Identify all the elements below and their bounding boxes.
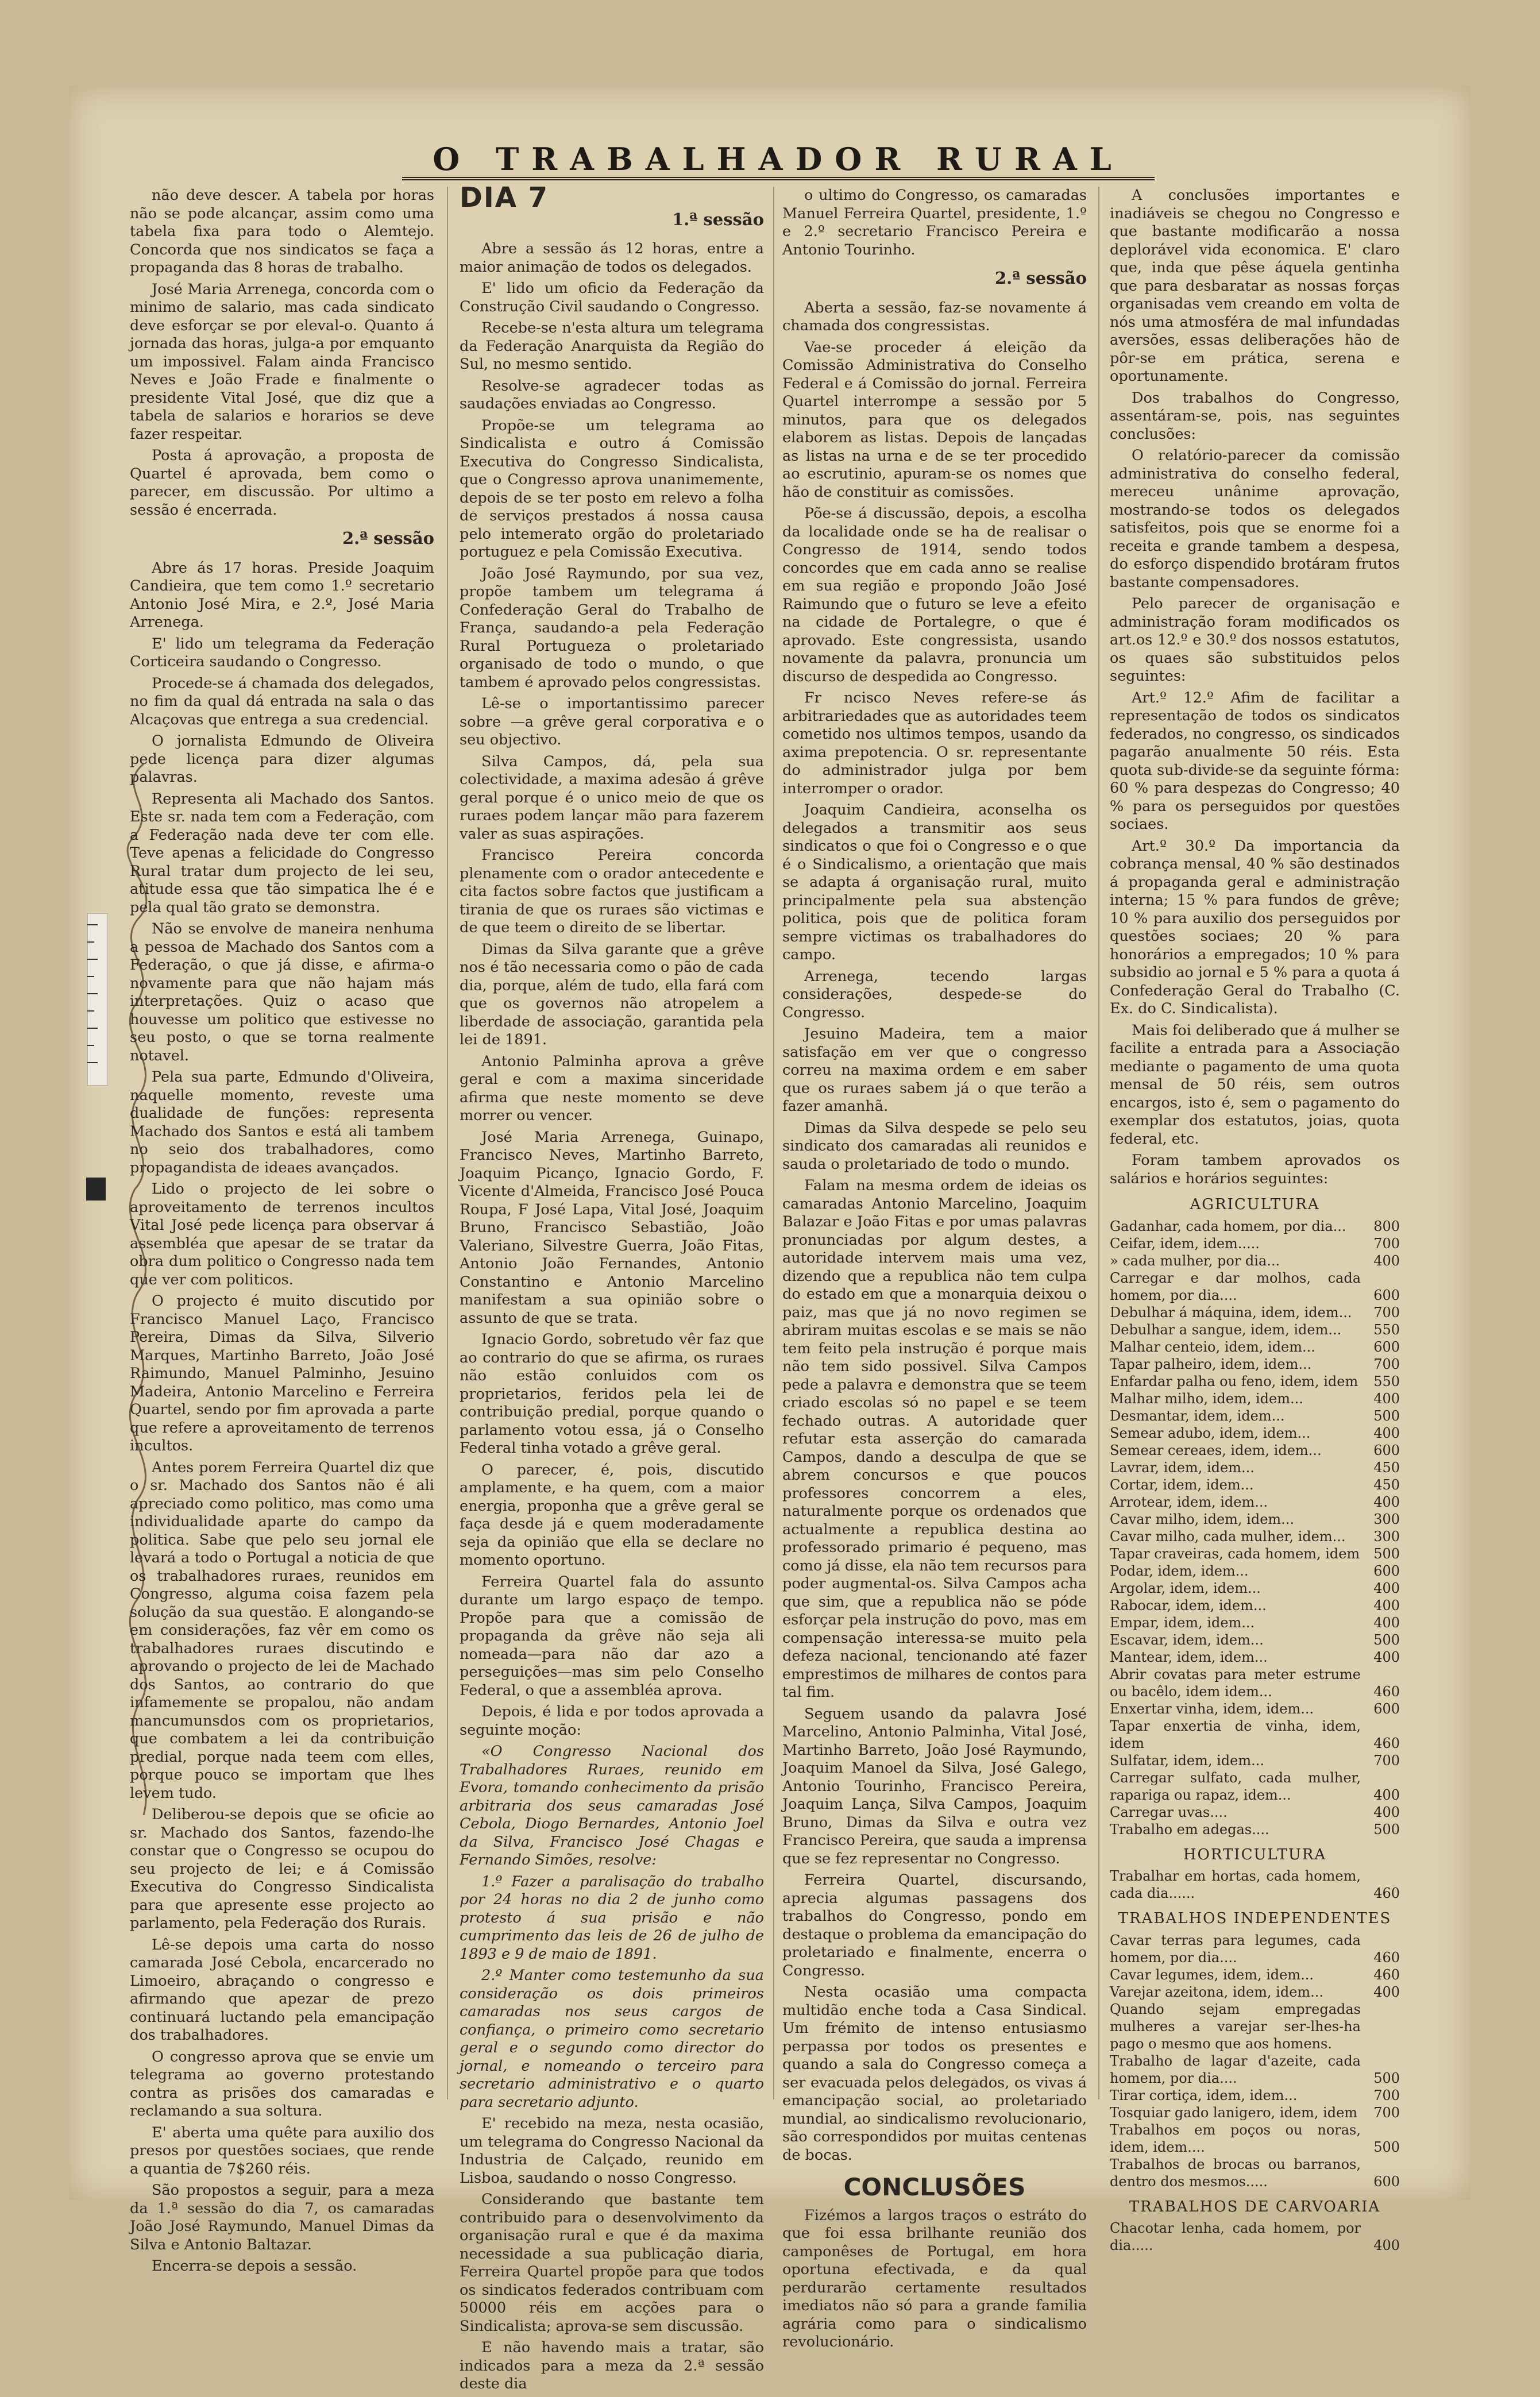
wage-row (1110, 2087, 1400, 2104)
article-paragraph: Abre a sessão ás 12 horas, entre a maior animação de todos os delegados. (460, 240, 764, 276)
wage-row (1110, 1649, 1400, 1666)
wage-label: Arrotear, idem, idem... (1110, 1493, 1268, 1510)
article-paragraph: Aberta a sessão, faz-se novamente á chamada dos congressistas. (782, 299, 1087, 334)
wage-label: Cavar milho, idem, idem... (1110, 1511, 1295, 1527)
article-paragraph: O projecto é muito discutido por Francisco Manuel Laço, Francisco Pereira, Dimas da Silva, Silverio Marques, Martinho Barreto, João José Raimundo, Manuel Palminho, Jesuino Madeira, Antonio Marcelino e Ferreira Quartel, sendo por fim aprovada a parte que refere a aproveitamento de terrenos incultos. (130, 1292, 434, 1454)
article-paragraph: Não se envolve de maneira nenhuma a pessoa de Machado dos Santos com a Federação, o que já disse, e afirma-o novamente para que não hajam más interpretações. Quiz o acaso que houvesse um politico que estivesse no seu posto, o que se torna realmente notavel. (130, 920, 434, 1064)
motion-paragraph: 2.º Manter como testemunho da sua consideração os dois primeiros camaradas nos seus cargos de confiança, o primeiro como secretario geral e o segundo como director do jornal, e nomeando o terceiro para secretario administrativo e o quarto para secretario adjunto. (460, 1967, 764, 2111)
wage-label: Tapar enxertia de vinha, idem, idem (1110, 1717, 1361, 1751)
wage-label: Trabalhos de brocas ou barranos, dentro dos mesmos..... (1110, 2156, 1361, 2190)
wage-row (1110, 1804, 1400, 1821)
wage-row (1110, 2001, 1400, 2052)
article-paragraph: Dimas da Silva despede se pelo seu sindicato dos camaradas ali reunidos e sauda o proletariado de todo o mundo. (782, 1119, 1087, 1173)
wage-row (1110, 1269, 1400, 1304)
article-paragraph: Pelo parecer de organisação e administração foram modificados os art.os 12.º e 30.º dos nossos estatutos, os quaes são substituidos pelos seguintes: (1110, 595, 1400, 685)
article-paragraph: Ignacio Gordo, sobretudo vêr faz que ao contrario do que se afirma, os ruraes não estão conluidos com os proprietarios, feridos pela lei de contribuição predial, porque quando o parlamento votou essa, já o Conselho Federal tinha votado a grêve geral. (460, 1331, 764, 1457)
wage-value: 400 (1373, 1614, 1400, 1631)
wage-label: Semear cereaes, idem, idem... (1110, 1442, 1322, 1458)
wage-row (1110, 1304, 1400, 1321)
article-paragraph: o ultimo do Congresso, os camaradas Manuel Ferreira Quartel, presidente, 1.º e 2.º secretario Francisco Pereira e Antonio Tourinho. (782, 187, 1087, 258)
wage-value: 400 (1373, 1649, 1400, 1665)
wage-row (1110, 1476, 1400, 1493)
wage-value: 460 (1373, 1949, 1400, 1966)
wage-value: 450 (1373, 1476, 1400, 1493)
wage-value: 400 (1373, 1252, 1400, 1269)
wage-row (1110, 1218, 1400, 1235)
article-paragraph: Põe-se á discussão, depois, a escolha da localidade onde se ha de realisar o Congresso de 1914, sendo todos concordes que em cada anno se realise em sua região e propondo João José Raimundo que o futuro se leve a efeito na cidade de Portalegre, o que é aprovado. Este congressista, usando novamente da palavra, pronuncia um discurso de despedida ao Congresso. (782, 505, 1087, 685)
article-paragraph: E' lido um telegrama da Federação Corticeira saudando o Congresso. (130, 635, 434, 670)
charcoal-work-heading: TRABALHOS DE CARVOARIA (1129, 2198, 1381, 2215)
wage-row (1110, 1407, 1400, 1425)
column-3 (782, 187, 1087, 2355)
masthead: O TRABALHADOR RURAL (402, 142, 1155, 180)
article-paragraph: Jesuino Madeira, tem a maior satisfação em ver que o congresso correu na maxima ordem e em saber que os ruraes sabem já o que terão a fazer amanhã. (782, 1025, 1087, 1115)
article-paragraph: Encerra-se depois a sessão. (152, 2257, 357, 2275)
wage-label: Tapar craveiras, cada homem, idem (1110, 1545, 1360, 1562)
wage-value: 700 (1373, 1235, 1400, 1252)
wage-label: Quando sejam empregadas mulheres a varejar ser-lhes-ha pago o mesmo que aos homens. (1110, 2001, 1361, 2052)
column-4 (1110, 187, 1400, 2254)
article-paragraph: Foram tambem aprovados os salários e horários seguintes: (1110, 1152, 1400, 1187)
article-paragraph: Propõe-se um telegrama ao Sindicalista e outro á Comissão Executiva do Congresso Sindicalista, que o Congresso aprova unanimemente, depois de se ter posto em relevo a folha de serviços prestados á nossa causa pelo intemerato orgão do proletariado portuguez e pela Comissão Executiva. (460, 416, 764, 561)
article-paragraph: Antes porem Ferreira Quartel diz que o sr. Machado dos Santos não é ali apreciado como politico, mas como uma individualidade aparte do campo da politica. Sabe que pelo seu jornal ele levará a todo o Portugal a noticia de que os trabalhadores ruraes, reunidos em Congresso, alguma coisa fazem pela solução da sua questão. E alongando-se em considerações, faz vêr em como os trabalhadores ruraes discutindo e aprovando o projecto de lei de Machado dos Santos, ao contrario do que infamemente se propalou, não andam mancumunsdos com os proprietarios, que combatem a lei da contribuição predial, porque nada teem com elles, porque pouco se importam que lhes levem tudo. (130, 1458, 434, 1802)
column-rule (1098, 187, 1099, 2099)
wage-label: » cada mulher, por dia... (1110, 1252, 1280, 1269)
article-paragraph: Pela sua parte, Edmundo d'Oliveira, naquelle momento, reveste uma dualidade de funções: representa Machado dos Santos e está ali tambem no seio dos trabalhadores, como propagandista de ideaes avançados. (130, 1068, 434, 1176)
wage-row (1110, 1867, 1400, 1902)
article-paragraph: Art.º 12.º Afim de facilitar a representação de todos os sindicatos federados, no congresso, os sindicados pagarão anualmente 50 réis. Esta quota sub-divide-se da seguinte fórma: 60 % para despezas do Congresso; 40 % para os perseguidos por questões sociaes. (1110, 689, 1400, 833)
article-paragraph: Ferreira Quartel, discursando, aprecia algumas passagens dos trabalhos do Congresso, pondo em destaque o problema da emancipação do proletariado e finalmente, encerra o Congresso. (782, 1871, 1087, 1979)
article-paragraph: Lê-se o importantissimo parecer sobre —a grêve geral corporativa e o seu objectivo. (460, 695, 764, 748)
wage-value: 400 (1373, 1786, 1400, 1803)
wage-label: Malhar centeio, idem, idem... (1110, 1338, 1315, 1355)
wage-label: Carregar uvas.... (1110, 1804, 1228, 1820)
wage-value: 400 (1373, 1983, 1400, 2000)
article-paragraph: E' recebido na meza, nesta ocasião, um telegrama do Congresso Nacional da Industria de Calçado, reunido em Lisboa, saudando o nosso Congresso. (460, 2115, 764, 2187)
wage-label: Desmantar, idem, idem... (1110, 1407, 1285, 1424)
scale-ruler (87, 913, 108, 1086)
wage-label: Carregar sulfato, cada mulher, rapariga ou rapaz, idem... (1110, 1769, 1361, 1803)
session-heading: 2.ª sessão (994, 268, 1087, 288)
wage-label: Escavar, idem, idem... (1110, 1631, 1264, 1648)
article-paragraph: O relatório-parecer da comissão administrativa do conselho federal, mereceu unânime aprovação, mostrando-se todos os delegados satisfeitos, pois que se enorme foi a receita e grande tambem a despesa, do esforço dispendido brotáram frutos bastante compensadores. (1110, 447, 1400, 591)
wage-row (1110, 1528, 1400, 1545)
wage-label: Argolar, idem, idem... (1110, 1580, 1261, 1596)
agriculture-heading: AGRICULTURA (1190, 1196, 1320, 1213)
wage-row (1110, 1442, 1400, 1459)
motion-paragraph: 1.º Fazer a paralisação do trabalho por 24 horas no dia 2 de junho como protesto á sua prisão e não cumprimento das leis de 26 de julho de 1893 e 9 de maio de 1891. (460, 1873, 764, 1963)
wage-row (1110, 1752, 1400, 1769)
column-rule (447, 187, 448, 2099)
wage-row (1110, 1580, 1400, 1597)
conclusions-heading: CONCLUSÕES (843, 2173, 1026, 2201)
wage-value: 460 (1373, 1885, 1400, 1901)
wage-label: Lavrar, idem, idem... (1110, 1459, 1255, 1476)
wage-value: 500 (1373, 1407, 1400, 1424)
article-paragraph: Representa ali Machado dos Santos. Este sr. nada tem com a Federação, com a Federação nada deve ter com elle. Teve apenas a felicidade do Congresso Rural tratar dum projecto de lei seu, atitude essa que tão simpatica lhe é e pela qual tão grato se demonstra. (130, 790, 434, 916)
wage-value: 400 (1373, 1493, 1400, 1510)
wage-value: 400 (1373, 1804, 1400, 1820)
wage-label: Ceifar, idem, idem..... (1110, 1235, 1260, 1252)
wage-row (1110, 1459, 1400, 1476)
wage-row (1110, 1545, 1400, 1562)
wage-row (1110, 1252, 1400, 1269)
article-paragraph: O jornalista Edmundo de Oliveira pede licença para dizer algumas palavras. (130, 732, 434, 786)
wage-value: 400 (1373, 1425, 1400, 1441)
article-paragraph: Deliberou-se depois que se oficie ao sr. Machado dos Santos, fazendo-lhe constar que o Congresso se ocupou do seu projecto de lei; e á Comissão Executiva do Congresso Sindicalista para que apresente esse projecto ao parlamento, pela Federação dos Rurais. (130, 1806, 434, 1932)
article-paragraph: Fr ncisco Neves refere-se ás arbitrariedades que as autoridades teem cometido nos ultimos tempos, usando da axima prepotencia. O sr. representante do administrador julga por bem interromper o orador. (782, 689, 1087, 797)
article-paragraph: O parecer, é, pois, discutido amplamente, e ha quem, com a maior energia, proponha que a grêve geral se faça desde já e quem moderadamente seja da opinião que ella se declare no momento oportuno. (460, 1461, 764, 1569)
article-paragraph: A conclusões importantes e inadiáveis se chegou no Congresso e que bastante modificarão a nossa deplorável vida economica. E' claro que, inda que pêse áquela gentinha que para desbaratar as nossas forças organisadas vem creando em volta de nós uma atmosféra de mal infundadas aversões, essas deliberações hão de pôr-se em prática, serena e oportunamente. (1110, 187, 1400, 385)
wage-label: Varejar azeitona, idem, idem... (1110, 1983, 1324, 2000)
wage-label: Carregar e dar molhos, cada homem, por dia.... (1110, 1269, 1361, 1303)
article-paragraph: Abre ás 17 horas. Preside Joaquim Candieira, que tem como 1.º secretario Antonio José Mira, e 2.º, José Maria Arrenega. (130, 559, 434, 631)
article-paragraph: Nesta ocasião uma compacta multidão enche toda a Casa Sindical. Um frémito de intenso entusiasmo perpassa por todos os presentes e quando a sala do Congresso começa a ser evacuada pelos delegados, os vivas á emancipação social, ao proletariado mundial, ao sindicalismo revolucionario, são correspondidos por muitas centenas de bocas. (782, 1983, 1087, 2164)
wage-label: Podar, idem, idem... (1110, 1562, 1249, 1579)
wage-row (1110, 1966, 1400, 1983)
wage-row (1110, 1597, 1400, 1614)
wage-label: Cavar milho, cada mulher, idem... (1110, 1528, 1346, 1545)
article-paragraph: Mais foi deliberado que á mulher se facilite a entrada para a Associação mediante o pagamento de uma quota mensal de 50 réis, sem outros encargos, isto é, sem o pagamento do exemplar dos estatutos, joias, quota federal, etc. (1110, 1021, 1400, 1148)
wage-row (1110, 1493, 1400, 1511)
wage-row (1110, 1631, 1400, 1649)
article-paragraph: Dimas da Silva garante que a grêve nos é tão necessaria como o pão de cada dia, porque, além de tudo, ella fará com que os governos não atropelem a liberdade de associação, garantida pela lei de 1891. (460, 940, 764, 1048)
wage-value: 500 (1373, 1821, 1400, 1838)
wage-value: 600 (1373, 1338, 1400, 1355)
wage-label: Cortar, idem, idem... (1110, 1476, 1254, 1493)
wage-label: Tirar cortiça, idem, idem... (1110, 2087, 1298, 2103)
wage-row (1110, 1717, 1400, 1752)
wage-row (1110, 2156, 1400, 2190)
article-paragraph: Vae-se proceder á eleição da Comissão Administrativa do Conselho Federal e á Comissão do jornal. Ferreira Quartel interrompe a sessão por 5 minutos, para que os delegados elaborem as listas. Depois de lançadas as listas na urna e de se ter procedido ao escrutinio, apuram-se os nomes que hão de constituir as comissões. (782, 338, 1087, 501)
article-paragraph: Recebe-se n'esta altura um telegrama da Federação Anarquista da Região do Sul, no mesmo sentido. (460, 319, 764, 373)
wage-row (1110, 1932, 1400, 1966)
article-paragraph: Joaquim Candieira, aconselha os delegados a transmitir aos seus sindicatos o que foi o Congresso e o que é o Sindicalismo, a orientação que mais se adapta á organisação rural, muito principalmente pela sua abstenção politica, pois que de politica foram sempre victimas os trabalhadores do campo. (782, 801, 1087, 963)
wage-value: 700 (1373, 2087, 1400, 2103)
article-paragraph: Procede-se á chamada dos delegados, no fim da qual dá entrada na sala o das Alcaçovas que entrega a sua credencial. (130, 674, 434, 728)
wage-value: 300 (1373, 1528, 1400, 1545)
wage-row (1110, 1373, 1400, 1390)
article-paragraph: Lê-se depois uma carta do nosso camarada José Cebola, encarcerado no Limoeiro, abraçando o congresso e afirmando que apezar de prezo continuará luctando pela emancipação dos trabalhadores. (130, 1936, 434, 2044)
wage-value: 460 (1373, 1735, 1400, 1751)
wage-value: 700 (1373, 1304, 1400, 1321)
day-heading: DIA 7 (460, 182, 549, 214)
wage-row (1110, 2052, 1400, 2087)
wage-label: Gadanhar, cada homem, por dia... (1110, 1218, 1346, 1234)
column-rule (773, 187, 774, 2099)
article-paragraph: José Maria Arrenega, Guinapo, Francisco Neves, Martinho Barreto, Joaquim Picanço, Ignacio Gordo, F. Vicente d'Almeida, Francisco José Pouca Roupa, F José Lapa, Vital José, Joaquim Bruno, Francisco Sebastião, João Valeriano, Silvestre Guerra, João Fitas, Antonio João Fernandes, Antonio Constantino e Antonio Marcelino manifestam a sua opinião sobre o assunto de que se trata. (460, 1128, 764, 1327)
article-paragraph: Falam na mesma ordem de ideias os camaradas Antonio Marcelino, Joaquim Balazar e João Fitas e por umas palavras pronunciadas por algum destes, a autoridade intervem mais uma vez, dizendo que a republica não tem culpa do estado em que a monarquia deixou o paiz, mas que já no novo regimen se abriram muitas escolas e se mais se não tem feito pela instrução é porque mais não tem sido possivel. Silva Campos pede a palavra e demonstra que se teem criado escolas só no papel e se teem fechado outras. A autoridade quer refutar esta asserção do camarada Campos, dando a desculpa de que se abrem concursos e que poucos professores concorrem a eles, naturalmente porque os ordenados que actualmente a republica destina ao professorado primario é pequeno, mas como já disse, ela não tem recursos para poder augmental-os. Silva Campos acha que sim, que a republica não se póde esforçar pela instrução do povo, mas em compensação interessa-se muito pela defeza nacional, tencionando até fazer emprestimos de milhares de contos para tal fim. (782, 1177, 1087, 1701)
wage-value: 800 (1373, 1218, 1400, 1234)
wage-label: Empar, idem, idem... (1110, 1614, 1255, 1631)
wage-value: 500 (1373, 2139, 1400, 2155)
wage-row (1110, 1235, 1400, 1252)
wage-value: 550 (1373, 1321, 1400, 1338)
article-paragraph: Dos trabalhos do Congresso, assentáram-se, pois, nas seguintes conclusões: (1110, 389, 1400, 443)
article-paragraph: Ferreira Quartel fala do assunto durante um largo espaço de tempo. Propõe para que a comissão de propaganda da grêve não seja ali nomeada—para não dar azo a perseguições—mas sim pelo Conselho Federal, o que a assembléa aprova. (460, 1573, 764, 1699)
column-2 (460, 182, 764, 2397)
column-1 (130, 187, 434, 2279)
wage-label: Trabalhos em poços ou noras, idem, idem.... (1110, 2121, 1361, 2155)
wage-row (1110, 1614, 1400, 1631)
wage-label: Trabalhar em hortas, cada homem, cada dia...... (1110, 1868, 1361, 1901)
wage-value: 400 (1373, 1597, 1400, 1614)
wage-label: Trabalho de lagar d'azeite, cada homem, por dia.... (1110, 2052, 1361, 2086)
wage-label: Chacotar lenha, cada homem, por dia..... (1110, 2220, 1361, 2253)
wage-row (1110, 2220, 1400, 2254)
wage-row (1110, 2121, 1400, 2156)
article-paragraph: não deve descer. A tabela por horas não se pode alcançar, assim como uma tabela fixa para todo o Alemtejo. Concorda que nos sindicatos se faça a propaganda das 8 horas de trabalho. (130, 187, 434, 276)
wage-label: Cavar legumes, idem, idem... (1110, 1966, 1314, 1983)
article-paragraph: Considerando que bastante tem contribuido para o desenvolvimento da organisação rural e que é da maxima necessidade a sua publicação diaria, Ferreira Quartel propõe para que todos os sindicatos federados contribuam com 50000 réis em acções para o Sindicalista; aprova-se sem discussão. (460, 2191, 764, 2335)
wage-label: Cavar terras para legumes, cada homem, por dia.... (1110, 1932, 1361, 1966)
wage-value: 600 (1373, 1442, 1400, 1458)
motion-paragraph: «O Congresso Nacional dos Trabalhadores Ruraes, reunido em Evora, tomando conhecimento da prisão arbitraria dos seus camaradas José Cebola, Diogo Bernardes, Antonio Joel da Silva, Francisco José Chagas e Fernando Simões, resolve: (460, 1743, 764, 1869)
wage-label: Trabalho em adegas.... (1110, 1821, 1269, 1838)
wage-value: 550 (1373, 1373, 1400, 1389)
wage-label: Tapar palheiro, idem, idem... (1110, 1356, 1312, 1372)
wage-value: 600 (1373, 1287, 1400, 1303)
session-heading: 1.ª sessão (671, 209, 764, 229)
wage-label: Debulhar á máquina, idem, idem... (1110, 1304, 1352, 1321)
article-paragraph: Seguem usando da palavra José Marcelino, Antonio Palminha, Vital José, Martinho Barreto, João José Raymundo, Joaquim Manoel da Silva, José Galego, Antonio Tourinho, Francisco Pereira, Joaquim Lança, Silva Campos, Joaquim Bruno, Dimas da Silva e outra vez Francisco Pereira, que sauda a imprensa que se fez representar no Congresso. (782, 1705, 1087, 1867)
wage-row (1110, 1769, 1400, 1804)
article-paragraph: João José Raymundo, por sua vez, propõe tambem um telegrama á Confederação Geral do Trabalho de França, saudando-a pela Federação Rural Portugueza o proletariado organisado de todo o mundo, o que tambem é aprovado pelos congressistas. (460, 565, 764, 691)
article-paragraph: E não havendo mais a tratar, são indicados para a meza da 2.ª sessão deste dia (460, 2339, 764, 2392)
wage-row (1110, 1821, 1400, 1838)
conclusion-paragraph: Fizémos a largos traços o estráto do que foi essa brilhante reunião dos camponêses de Portugal, em hora oportuna efectivada, e da qual perdurarão certamente resultados imediatos não só para a grande familia agrária como para o sindicalismo revolucionário. (782, 2206, 1087, 2350)
wage-value: 500 (1373, 1631, 1400, 1648)
wage-row (1110, 1511, 1400, 1528)
article-paragraph: José Maria Arrenega, concorda com o minimo de salario, mas cada sindicato deve esforçar se por eleval-o. Quanto á jornada das horas, julga-a por emquanto um impossivel. Falam ainda Francisco Neves e João Frade e finalmente o presidente Vital José, que diz que a tabela de salarios e horarios se deve fazer respeitar. (130, 280, 434, 443)
wage-label: Debulhar a sangue, idem, idem... (1110, 1321, 1342, 1338)
article-paragraph: Francisco Pereira concorda plenamente com o orador antecedente e cita factos sobre factos que justificam a tirania de que os ruraes são victimas e de que teem o direito de se libertar. (460, 847, 764, 936)
session-heading: 2.ª sessão (342, 528, 434, 548)
article-paragraph: Lido o projecto de lei sobre o aproveitamento de terrenos incultos Vital José pede licença para observar á assembléa que apesar de se tratar da obra dum politico o Congresso nada tem que ver com politicos. (130, 1180, 434, 1288)
wage-label: Abrir covatas para meter estrume ou bacêlo, idem idem... (1110, 1666, 1361, 1700)
wage-value: 700 (1373, 1752, 1400, 1769)
article-paragraph: E' lido um oficio da Federação da Construção Civil saudando o Congresso. (460, 280, 764, 315)
article-paragraph: Art.º 30.º Da importancia da cobrança mensal, 40 % são destinados á propaganda geral e administração interna; 15 % para fundos de grêve; 10 % para auxilio dos perseguidos por questões sociaes; 20 % para honorários a empregados; 10 % para subsidio ao jornal e 5 % para a quota á Confederação Geral do Trabalho (C. Ex. do C. Sindicalista). (1110, 837, 1400, 1017)
wage-value: 300 (1373, 1511, 1400, 1527)
wage-row (1110, 1338, 1400, 1356)
wage-value: 700 (1373, 2104, 1400, 2121)
wage-value: 460 (1373, 1966, 1400, 1983)
wage-label: Rabocar, idem, idem... (1110, 1597, 1267, 1614)
article-paragraph: Arrenega, tecendo largas considerações, despede-se do Congresso. (782, 967, 1087, 1021)
wage-value: 450 (1373, 1459, 1400, 1476)
wage-row (1110, 1425, 1400, 1442)
wage-value: 600 (1373, 1562, 1400, 1579)
wage-label: Tosquiar gado lanigero, idem, idem (1110, 2104, 1358, 2121)
wage-value: 500 (1373, 2070, 1400, 2086)
wage-label: Sulfatar, idem, idem... (1110, 1752, 1264, 1769)
wage-value: 400 (1373, 1390, 1400, 1407)
wage-value: 400 (1373, 1580, 1400, 1596)
article-paragraph: Resolve-se agradecer todas as saudações enviadas ao Congresso. (460, 377, 764, 412)
article-paragraph: E' aberta uma quête para auxilio dos presos por questões sociaes, que rende a quantia de 7$260 réis. (130, 2124, 434, 2178)
wage-value: 600 (1373, 2173, 1400, 2190)
wage-value: 400 (1373, 2237, 1400, 2253)
article-paragraph: Posta á aprovação, a proposta de Quartel é aprovada, bem como o parecer, em discussão. Por ultimo a sessão é encerrada. (130, 447, 434, 519)
article-paragraph: Silva Campos, dá, pela sua colectividade, a maxima adesão á grêve geral porque é o unico meio de que os ruraes podem lançar mão para fazerem valer as suas aspirações. (460, 752, 764, 843)
wage-row (1110, 1321, 1400, 1338)
wage-row (1110, 1666, 1400, 1700)
wage-row (1110, 1356, 1400, 1373)
wage-row (1110, 1700, 1400, 1717)
wage-row (1110, 1983, 1400, 2001)
wage-label: Mantear, idem, idem... (1110, 1649, 1268, 1665)
wage-value: 600 (1373, 1700, 1400, 1717)
wage-label: Semear adubo, idem, idem... (1110, 1425, 1311, 1441)
article-paragraph: Depois, é lida e por todos aprovada a seguinte moção: (460, 1703, 764, 1739)
wage-row (1110, 1562, 1400, 1580)
wage-row (1110, 2104, 1400, 2121)
wage-value: 500 (1373, 1545, 1400, 1562)
article-paragraph: São propostos a seguir, para a meza da 1.ª sessão do dia 7, os camaradas João José Raymundo, Manuel Dimas da Silva e Antonio Baltazar. (130, 2182, 434, 2253)
horticulture-heading: HORTICULTURA (1183, 1846, 1327, 1863)
binder-clip (86, 1178, 106, 1201)
independent-work-heading: TRABALHOS INDEPENDENTES (1118, 1910, 1392, 1927)
wage-row (1110, 1390, 1400, 1407)
wage-label: Malhar milho, idem, idem... (1110, 1390, 1303, 1407)
wage-label: Enfardar palha ou feno, idem, idem (1110, 1373, 1358, 1389)
article-paragraph: O congresso aprova que se envie um telegrama ao governo protestando contra as prisões dos camaradas e reclamando a sua soltura. (130, 2048, 434, 2120)
wage-value: 700 (1373, 1356, 1400, 1372)
article-paragraph: Antonio Palminha aprova a grêve geral e com a maxima sinceridade afirma que neste momento se deve morrer ou vencer. (460, 1052, 764, 1124)
wage-label: Enxertar vinha, idem, idem... (1110, 1700, 1314, 1717)
wage-value: 460 (1373, 1683, 1400, 1700)
